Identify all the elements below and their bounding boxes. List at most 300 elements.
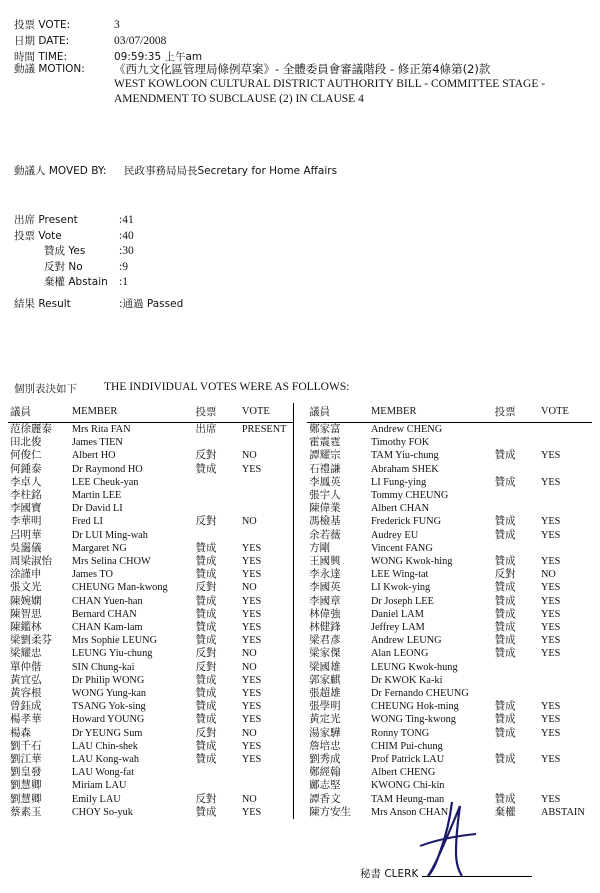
- vote-number-row: [14, 18, 586, 33]
- member-vote-cn: 贊成: [195, 568, 217, 581]
- member-vote-en: YES: [241, 701, 262, 713]
- vote-row: [14, 229, 414, 245]
- table-row: [8, 529, 592, 542]
- member-vote-cn: [493, 463, 539, 476]
- header-member-en-left: MEMBER: [70, 403, 194, 423]
- member-name-cn: 王國興: [309, 555, 341, 568]
- member-vote-en: [539, 542, 592, 555]
- member-vote-cn: 贊成: [494, 515, 516, 528]
- column-divider: [293, 555, 307, 568]
- member-name-cn: 黃容根: [10, 687, 42, 700]
- member-vote-cn: [493, 436, 539, 449]
- date-value: 03/07/2008: [114, 35, 167, 47]
- member-vote-en: NO: [241, 450, 257, 462]
- member-vote-en: YES: [540, 754, 561, 766]
- clerk-signature-line: [360, 866, 532, 881]
- member-vote-en: [240, 766, 294, 779]
- member-vote-cn: 贊成: [494, 528, 516, 541]
- member-vote-cn: [193, 436, 239, 449]
- member-name-en: TAM Yiu-chung: [370, 450, 439, 462]
- no-label: 反對 No: [44, 260, 83, 273]
- member-vote-cn: [193, 779, 239, 792]
- member-name-cn: 曾鈺成: [10, 700, 42, 713]
- table-row: [8, 502, 592, 515]
- table-row: [8, 634, 592, 647]
- member-vote-en: YES: [241, 569, 262, 581]
- member-vote-cn: 贊成: [195, 753, 217, 766]
- member-vote-en: YES: [241, 463, 262, 475]
- member-name-cn: 劉皇發: [10, 766, 42, 779]
- column-divider: [293, 647, 307, 660]
- member-vote-en: NO: [540, 569, 556, 581]
- votes-table-body: [8, 423, 592, 820]
- member-vote-en: YES: [540, 450, 561, 462]
- table-row: [8, 568, 592, 581]
- member-vote-cn: 贊成: [195, 687, 217, 700]
- member-vote-en: NO: [241, 727, 257, 739]
- member-vote-en: [240, 502, 294, 515]
- member-vote-cn: [193, 502, 239, 515]
- column-divider: [293, 779, 307, 792]
- member-name-en: WONG Ting-kwong: [370, 714, 456, 726]
- member-vote-cn: 贊成: [494, 581, 516, 594]
- member-name-cn: 涂謹申: [10, 568, 42, 581]
- member-vote-en: YES: [241, 740, 262, 752]
- time-value: 09:59:35 上午am: [114, 51, 203, 63]
- member-name-cn: 楊孝華: [10, 713, 42, 726]
- member-name-en: LEUNG Yiu-chung: [71, 648, 153, 660]
- table-row: [8, 555, 592, 568]
- column-divider: [293, 449, 307, 462]
- member-vote-cn: 贊成: [494, 792, 516, 805]
- member-name-cn: 鄭經翰: [309, 766, 341, 779]
- column-divider: [293, 674, 307, 687]
- member-name-cn: 鄭家富: [309, 423, 341, 435]
- column-divider: [293, 595, 307, 608]
- table-row: [8, 674, 592, 687]
- member-vote-cn: 贊成: [195, 739, 217, 752]
- member-vote-en: YES: [241, 714, 262, 726]
- member-vote-cn: 贊成: [494, 594, 516, 607]
- column-divider: [293, 621, 307, 634]
- member-name-cn: 劉江華: [10, 753, 42, 766]
- member-name-en: LEUNG Kwok-hung: [370, 661, 458, 673]
- votes-table-header-row: [8, 403, 592, 423]
- member-vote-en: YES: [540, 556, 561, 568]
- table-row: [8, 779, 592, 792]
- member-vote-cn: 贊成: [195, 594, 217, 607]
- member-vote-en: [240, 436, 294, 449]
- member-vote-en: YES: [241, 674, 262, 686]
- abstain-value: :1: [119, 276, 128, 288]
- member-vote-cn: 贊成: [494, 713, 516, 726]
- column-divider: [293, 740, 307, 753]
- member-name-cn: 譚香文: [309, 792, 341, 805]
- member-vote-cn: [493, 687, 539, 700]
- document-header: [14, 18, 586, 66]
- column-divider: [293, 463, 307, 476]
- column-divider: [293, 581, 307, 594]
- member-name-en: WONG Yung-kan: [71, 688, 147, 700]
- member-name-cn: 周梁淑怡: [10, 555, 52, 568]
- column-divider: [293, 423, 307, 437]
- date-row: [14, 34, 586, 49]
- member-name-en: TSANG Yok-sing: [71, 701, 146, 713]
- votes-table-wrapper: [8, 403, 592, 819]
- no-row: [14, 260, 414, 276]
- member-vote-en: PRESENT: [241, 424, 287, 435]
- table-row: [8, 423, 592, 437]
- member-name-cn: 詹培忠: [309, 739, 341, 752]
- member-name-cn: 鄺志堅: [309, 779, 341, 792]
- member-name-en: Miriam LAU: [71, 780, 127, 792]
- vote-number-value: 3: [114, 19, 120, 31]
- member-vote-cn: 反對: [195, 792, 217, 805]
- column-divider: [293, 515, 307, 528]
- column-divider: [293, 766, 307, 779]
- member-name-en: Fred LI: [71, 516, 103, 528]
- member-vote-en: YES: [540, 727, 561, 739]
- member-name-en: Albert CHAN: [370, 503, 430, 515]
- member-vote-cn: [193, 529, 239, 542]
- member-name-en: LI Fung-ying: [370, 476, 427, 488]
- member-name-en: Andrew LEUNG: [370, 635, 442, 647]
- member-name-en: Prof Patrick LAU: [370, 754, 445, 766]
- motion-line-3: AMENDMENT TO SUBCLAUSE (2) IN CLAUSE 4: [114, 93, 364, 105]
- member-name-en: Dr David LI: [71, 503, 123, 515]
- header-vote-cn-left: 投票: [193, 403, 239, 423]
- member-vote-cn: [493, 661, 539, 674]
- header-member-en-right: MEMBER: [369, 403, 493, 423]
- column-divider: [293, 542, 307, 555]
- individual-votes-label-cn: 個別表決如下: [14, 383, 77, 395]
- member-name-en: TAM Heung-man: [370, 793, 445, 805]
- member-name-en: Alan LEONG: [370, 648, 429, 660]
- abstain-row: [14, 275, 414, 291]
- member-vote-cn: [493, 766, 539, 779]
- table-row: [8, 608, 592, 621]
- member-name-cn: 陳婉嫻: [10, 594, 42, 607]
- member-name-en: LEE Cheuk-yan: [71, 476, 139, 488]
- clerk-line: [422, 866, 532, 877]
- member-name-en: LAU Kong-wah: [71, 754, 140, 766]
- abstain-label: 棄權 Abstain: [44, 276, 108, 288]
- table-row: [8, 687, 592, 700]
- member-name-en: Ronny TONG: [370, 727, 430, 739]
- table-row: [8, 740, 592, 753]
- column-divider: [293, 806, 307, 819]
- member-vote-cn: 贊成: [494, 726, 516, 739]
- member-name-cn: 何俊仁: [10, 449, 42, 462]
- motion-block: [14, 62, 586, 107]
- member-vote-en: [240, 489, 294, 502]
- member-name-cn: 張宇人: [309, 489, 341, 502]
- votes-table: [8, 403, 592, 819]
- member-name-cn: 李柱銘: [10, 489, 42, 502]
- member-name-en: Mrs Rita FAN: [71, 424, 131, 435]
- table-row: [8, 700, 592, 713]
- member-name-en: Bernard CHAN: [71, 608, 137, 620]
- member-vote-en: [539, 740, 592, 753]
- member-vote-en: [539, 661, 592, 674]
- member-vote-cn: 出席: [195, 423, 217, 435]
- column-divider: [293, 568, 307, 581]
- clerk-label: 秘書 CLERK: [360, 868, 419, 880]
- date-label: 日期 DATE:: [14, 35, 70, 47]
- member-name-cn: 李華明: [10, 515, 42, 528]
- member-vote-en: YES: [241, 754, 262, 766]
- present-value: :41: [119, 214, 134, 226]
- table-row: [8, 621, 592, 634]
- individual-votes-heading: [14, 381, 586, 396]
- member-vote-en: YES: [540, 529, 561, 541]
- member-vote-en: YES: [540, 476, 561, 488]
- member-name-en: CHIM Pui-chung: [370, 740, 443, 752]
- column-divider: [293, 713, 307, 726]
- member-name-cn: 張學明: [309, 700, 341, 713]
- motion-line-2: WEST KOWLOON CULTURAL DISTRICT AUTHORITY BILL - COMMITTEE STAGE -: [114, 78, 546, 90]
- member-vote-cn: [493, 542, 539, 555]
- member-vote-cn: [493, 489, 539, 502]
- member-vote-en: NO: [241, 516, 257, 528]
- member-name-en: CHOY So-yuk: [71, 806, 133, 818]
- time-label: 時間 TIME:: [14, 51, 68, 63]
- member-vote-cn: [493, 674, 539, 687]
- table-row: [8, 727, 592, 740]
- member-vote-cn: 贊成: [195, 607, 217, 620]
- member-name-cn: 呂明華: [10, 528, 42, 541]
- table-row: [8, 515, 592, 528]
- member-vote-cn: 反對: [195, 515, 217, 528]
- member-name-cn: 田北俊: [10, 436, 42, 449]
- member-name-cn: 劉慧卿: [10, 779, 42, 792]
- member-name-en: LAU Wong-fat: [71, 767, 134, 779]
- motion-label: 動議 MOTION:: [14, 63, 85, 75]
- member-vote-cn: 贊成: [195, 713, 217, 726]
- member-name-cn: 石禮謙: [309, 462, 341, 475]
- vote-number-label: 投票 VOTE:: [14, 19, 71, 31]
- member-name-cn: 何鍾泰: [10, 462, 42, 475]
- member-vote-cn: 贊成: [195, 621, 217, 634]
- member-name-en: Daniel LAM: [370, 608, 424, 620]
- present-label: 出席 Present: [14, 214, 78, 226]
- member-name-cn: 李鳳英: [309, 475, 341, 488]
- column-divider: [293, 700, 307, 713]
- header-vote-en-left: VOTE: [240, 403, 294, 423]
- member-name-cn: 李卓人: [10, 475, 42, 488]
- header-member-cn-left: 議員: [8, 403, 70, 423]
- column-divider: [293, 753, 307, 766]
- member-name-cn: 梁家傑: [309, 647, 341, 660]
- member-vote-en: YES: [241, 556, 262, 568]
- member-vote-cn: 贊成: [494, 753, 516, 766]
- member-vote-cn: 反對: [195, 647, 217, 660]
- member-name-cn: 梁國雄: [309, 660, 341, 673]
- member-name-cn: 陳方安生: [309, 805, 352, 818]
- member-vote-cn: 贊成: [494, 700, 516, 713]
- member-vote-cn: [193, 766, 239, 779]
- member-name-en: Dr YEUNG Sum: [71, 727, 143, 739]
- member-name-en: Mrs Sophie LEUNG: [71, 635, 158, 647]
- member-vote-en: YES: [241, 806, 262, 818]
- member-vote-cn: 贊成: [494, 449, 516, 462]
- member-name-en: Dr Philip WONG: [71, 674, 145, 686]
- member-name-cn: 陳鑑林: [10, 621, 42, 634]
- member-name-cn: 單仲偕: [10, 660, 42, 673]
- column-divider: [293, 489, 307, 502]
- member-vote-en: YES: [540, 635, 561, 647]
- member-vote-en: YES: [241, 688, 262, 700]
- member-vote-cn: 棄權: [494, 805, 516, 818]
- member-vote-cn: [493, 423, 539, 437]
- motion-line-1: 《西九文化區管理局條例草案》- 全體委員會審議階段 - 修正第4條第(2)款: [114, 62, 491, 76]
- no-value: :9: [119, 260, 128, 273]
- moved-by-value: 民政事務局局長Secretary for Home Affairs: [124, 165, 338, 177]
- member-vote-en: YES: [241, 622, 262, 634]
- member-name-en: Dr Raymond HO: [71, 463, 143, 475]
- member-vote-en: YES: [540, 516, 561, 528]
- member-name-cn: 張文光: [10, 581, 42, 594]
- member-vote-en: YES: [540, 701, 561, 713]
- table-row: [8, 542, 592, 555]
- member-name-cn: 郭家麒: [309, 673, 341, 686]
- member-name-cn: 湯家驊: [309, 726, 341, 739]
- moved-by-label: 動議人 MOVED BY:: [14, 165, 107, 177]
- member-name-cn: 楊森: [10, 726, 31, 739]
- member-name-en: LI Kwok-ying: [370, 582, 431, 594]
- result-row: [14, 297, 414, 313]
- member-vote-cn: 反對: [195, 726, 217, 739]
- column-divider: [293, 608, 307, 621]
- member-name-en: Dr LUI Ming-wah: [71, 529, 148, 541]
- member-name-en: CHEUNG Man-kwong: [71, 582, 168, 594]
- member-vote-cn: [493, 502, 539, 515]
- member-name-cn: 李國章: [309, 594, 341, 607]
- column-divider: [293, 727, 307, 740]
- member-vote-en: [539, 423, 592, 437]
- member-vote-cn: 贊成: [195, 555, 217, 568]
- member-name-cn: 林健鋒: [309, 621, 341, 634]
- member-vote-cn: 贊成: [195, 462, 217, 475]
- yes-label: 贊成 Yes: [44, 245, 86, 257]
- member-vote-en: [240, 529, 294, 542]
- member-vote-en: YES: [540, 595, 561, 607]
- vote-value: :40: [119, 229, 134, 242]
- table-row: [8, 463, 592, 476]
- moved-by-block: [14, 163, 586, 178]
- member-name-en: Abraham SHEK: [370, 463, 439, 475]
- member-vote-en: YES: [540, 622, 561, 634]
- member-vote-en: YES: [241, 595, 262, 607]
- member-name-en: Vincent FANG: [370, 542, 433, 554]
- member-name-en: CHAN Kam-lam: [71, 622, 143, 634]
- column-divider: [293, 476, 307, 489]
- member-vote-en: NO: [241, 661, 257, 673]
- member-name-cn: 黃定光: [309, 713, 341, 726]
- member-name-en: Audrey EU: [370, 529, 419, 541]
- member-name-en: Dr Fernando CHEUNG: [370, 688, 469, 700]
- member-name-cn: 蔡素玉: [10, 805, 42, 818]
- result-label: 結果 Result: [14, 297, 71, 310]
- member-vote-en: [539, 779, 592, 792]
- member-vote-en: [240, 476, 294, 489]
- column-divider: [293, 502, 307, 515]
- yes-value: :30: [119, 245, 134, 257]
- member-name-en: SIN Chung-kai: [71, 661, 135, 673]
- member-vote-cn: 贊成: [195, 700, 217, 713]
- member-name-en: Jeffrey LAM: [370, 622, 425, 634]
- member-name-en: Mrs Anson CHAN: [370, 806, 449, 818]
- member-name-cn: 劉慧卿: [10, 792, 42, 805]
- member-vote-cn: 反對: [195, 581, 217, 594]
- column-divider: [293, 793, 307, 806]
- member-vote-cn: 贊成: [494, 555, 516, 568]
- member-name-cn: 梁君彥: [309, 634, 341, 647]
- member-vote-en: [539, 674, 592, 687]
- member-vote-en: YES: [540, 608, 561, 620]
- table-row: [8, 581, 592, 594]
- member-vote-en: YES: [241, 608, 262, 620]
- member-vote-en: [539, 489, 592, 502]
- member-vote-en: YES: [241, 635, 262, 647]
- member-vote-en: NO: [241, 793, 257, 805]
- member-name-en: Howard YOUNG: [71, 714, 145, 726]
- member-name-en: Tommy CHEUNG: [370, 490, 449, 502]
- column-divider: [293, 403, 307, 423]
- member-vote-en: YES: [540, 648, 561, 660]
- member-vote-cn: 贊成: [195, 634, 217, 647]
- member-name-en: LEE Wing-tat: [370, 569, 429, 581]
- member-name-cn: 余若薇: [309, 528, 341, 541]
- member-name-cn: 梁耀忠: [10, 647, 42, 660]
- member-vote-cn: 贊成: [494, 607, 516, 620]
- member-name-en: CHEUNG Hok-ming: [370, 701, 459, 713]
- present-row: [14, 213, 414, 229]
- member-name-en: CHAN Yuen-han: [71, 595, 143, 607]
- table-row: [8, 713, 592, 726]
- member-vote-en: [539, 766, 592, 779]
- member-name-cn: 陳智思: [10, 607, 42, 620]
- member-vote-cn: 反對: [494, 568, 516, 581]
- member-vote-en: ABSTAIN: [540, 806, 585, 818]
- member-name-en: Albert CHENG: [370, 767, 436, 779]
- member-vote-en: [539, 436, 592, 449]
- individual-votes-label-en: THE INDIVIDUAL VOTES WERE AS FOLLOWS:: [104, 381, 350, 393]
- member-name-en: Dr KWOK Ka-ki: [370, 674, 443, 686]
- member-vote-en: YES: [241, 542, 262, 554]
- member-vote-cn: 贊成: [494, 621, 516, 634]
- member-name-cn: 劉秀成: [309, 753, 341, 766]
- member-name-cn: 黃宜弘: [10, 673, 42, 686]
- member-vote-en: NO: [241, 582, 257, 594]
- table-row: [8, 489, 592, 502]
- member-vote-cn: 反對: [195, 660, 217, 673]
- member-vote-en: [539, 463, 592, 476]
- member-name-en: Dr Joseph LEE: [370, 595, 434, 607]
- member-vote-cn: 贊成: [195, 541, 217, 554]
- member-name-en: Andrew CHENG: [370, 424, 443, 435]
- table-row: [8, 661, 592, 674]
- member-name-en: Albert HO: [71, 450, 116, 462]
- member-name-cn: 譚耀宗: [309, 449, 341, 462]
- member-name-cn: 李永達: [309, 568, 341, 581]
- member-vote-en: NO: [241, 648, 257, 660]
- member-name-en: Martin LEE: [71, 490, 122, 502]
- member-name-en: LAU Chin-shek: [71, 740, 138, 752]
- member-name-cn: 梁劉柔芬: [10, 634, 52, 647]
- column-divider: [293, 529, 307, 542]
- table-row: [8, 647, 592, 660]
